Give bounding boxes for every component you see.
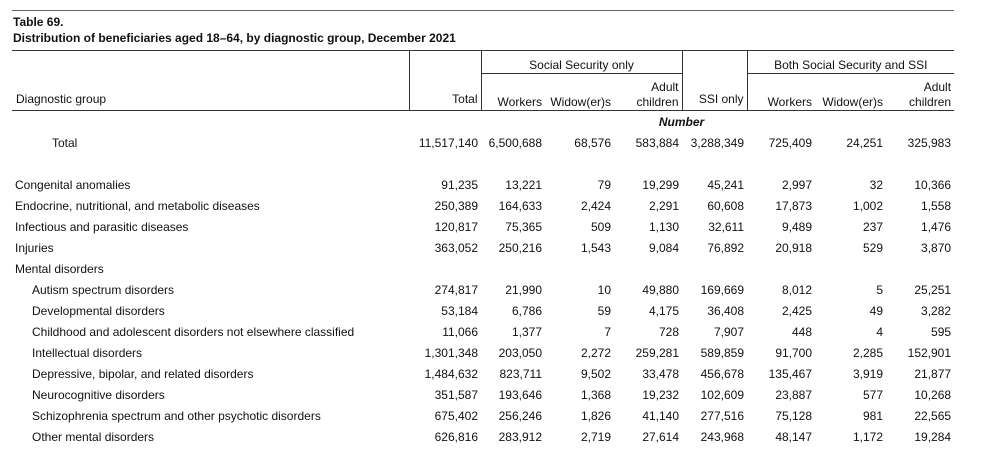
cell-value: 32,611 [708, 219, 745, 234]
table-row [12, 384, 954, 405]
cell-value: 164,633 [498, 198, 542, 213]
cell-value: 2,291 [648, 198, 680, 213]
column-header-both-workers [747, 74, 815, 111]
cell-value: 36,408 [707, 303, 745, 318]
cell-value: 2,285 [852, 345, 884, 360]
cell-value: 823,711 [499, 366, 542, 381]
cell-value: 45,241 [707, 177, 745, 192]
row-label: Neurocognitive disorders [32, 387, 165, 402]
cell-value: 21,990 [505, 282, 542, 297]
cell-value: 1,476 [921, 219, 952, 234]
cell-value: 21,877 [914, 366, 952, 381]
cell-value: 626,816 [434, 429, 478, 444]
cell-value: 728 [658, 324, 680, 339]
table-row [12, 195, 954, 216]
cell-value: 17,873 [775, 198, 813, 213]
cell-value: 577 [862, 387, 884, 402]
cell-value: 20,918 [775, 240, 813, 255]
table-row [12, 216, 954, 237]
cell-value: 1,301,348 [424, 345, 478, 360]
cell-value: 6,786 [511, 303, 542, 318]
column-header-both-widowers [815, 74, 886, 111]
cell-value: 325,983 [907, 135, 952, 150]
row-label: Mental disorders [15, 261, 104, 276]
cell-value: 76,892 [707, 240, 745, 255]
cell-value: 1,558 [921, 198, 952, 213]
cell-value: 529 [862, 240, 884, 255]
header-row-groups [12, 51, 954, 74]
cell-value: 1,172 [852, 429, 884, 444]
cell-value: 23,887 [775, 387, 813, 402]
cell-value: 9,502 [580, 366, 611, 381]
column-header-total: Total [409, 51, 481, 111]
row-label: Endocrine, nutritional, and metabolic diseases [15, 198, 260, 213]
cell-value: 2,425 [781, 303, 813, 318]
cell-value: 120,817 [434, 219, 478, 234]
column-group-both-ss-and-ssi: Both Social Security and SSI [747, 51, 954, 74]
cell-value: 19,299 [642, 177, 680, 192]
row-label: Other mental disorders [32, 429, 155, 444]
cell-value: 152,901 [907, 345, 952, 360]
cell-value: 8,012 [781, 282, 813, 297]
cell-value: 41,140 [642, 408, 680, 423]
row-label: Congenital anomalies [15, 177, 131, 192]
table-number: Table 69. [13, 15, 64, 29]
cell-value: 1,543 [580, 240, 611, 255]
table-row [12, 279, 954, 300]
cell-value [886, 258, 954, 279]
cell-value: 1,826 [580, 408, 611, 423]
cell-value: 237 [862, 219, 884, 234]
spacer-row [12, 153, 954, 174]
cell-value [682, 258, 747, 279]
cell-value: 283,912 [498, 429, 542, 444]
cell-value: 10,366 [914, 177, 952, 192]
cell-value: 27,614 [642, 429, 680, 444]
both-workers-label: Workers [767, 95, 813, 109]
cell-value: 33,478 [642, 366, 680, 381]
data-table [12, 50, 954, 447]
cell-value: 2,272 [580, 345, 611, 360]
cell-value: 509 [590, 219, 611, 234]
cell-value: 1,368 [580, 387, 611, 402]
table-row [12, 258, 954, 279]
column-group-social-security-only: Social Security only [481, 51, 682, 74]
cell-value: 9,084 [648, 240, 680, 255]
cell-value: 48,147 [775, 429, 813, 444]
cell-value: 583,884 [635, 135, 680, 150]
cell-value: 75,365 [505, 219, 542, 234]
table-row [12, 174, 954, 195]
table-row [12, 300, 954, 321]
both-adult-children-line2: children [909, 95, 952, 109]
cell-value: 193,646 [498, 387, 542, 402]
cell-value: 3,870 [921, 240, 952, 255]
cell-value: 19,284 [914, 429, 952, 444]
ss-widowers-label: Widow(er)s [550, 95, 611, 109]
cell-value: 456,678 [700, 366, 745, 381]
row-label: Developmental disorders [32, 303, 165, 318]
cell-value: 22,565 [914, 408, 952, 423]
cell-value: 6,500,688 [488, 135, 542, 150]
cell-value: 7,907 [713, 324, 745, 339]
row-label: Infectious and parasitic diseases [15, 219, 189, 234]
cell-value: 11,517,140 [418, 135, 478, 150]
cell-value: 1,002 [852, 198, 884, 213]
table-title: Distribution of beneficiaries aged 18–64, by diagnostic group, December 2021 [13, 31, 456, 45]
column-header-diagnostic-group: Diagnostic group [12, 51, 409, 111]
column-header-ss-widowers [545, 74, 614, 111]
row-label: Schizophrenia spectrum and other psychotic disorders [32, 408, 321, 423]
cell-value: 25,251 [914, 282, 952, 297]
cell-value: 60,608 [707, 198, 745, 213]
cell-value: 53,184 [441, 303, 478, 318]
table-row [12, 363, 954, 384]
column-header-both-adult-children [886, 74, 954, 111]
both-widowers-label: Widow(er)s [822, 95, 884, 109]
cell-value: 13,221 [505, 177, 542, 192]
cell-value: 256,246 [498, 408, 542, 423]
cell-value: 49 [869, 303, 884, 318]
row-label: Depressive, bipolar, and related disorders [32, 366, 254, 381]
cell-value [815, 258, 886, 279]
cell-value: 5 [876, 282, 884, 297]
cell-value: 3,288,349 [690, 135, 745, 150]
cell-value [409, 258, 481, 279]
table-row [12, 426, 954, 447]
row-label: Total [52, 135, 78, 150]
cell-value: 277,516 [700, 408, 745, 423]
ss-adult-children-line1: Adult [651, 80, 679, 94]
cell-value: 1,130 [648, 219, 680, 234]
cell-value: 2,424 [580, 198, 611, 213]
row-label: Injuries [15, 240, 54, 255]
row-label: Autism spectrum disorders [32, 282, 175, 297]
cell-value: 75,128 [775, 408, 813, 423]
cell-value: 250,389 [434, 198, 478, 213]
cell-value: 10 [597, 282, 611, 297]
cell-value: 595 [931, 324, 952, 339]
cell-value [545, 258, 614, 279]
cell-value: 4 [876, 324, 884, 339]
cell-value: 1,484,632 [424, 366, 478, 381]
cell-value: 3,282 [921, 303, 952, 318]
cell-value: 2,997 [781, 177, 813, 192]
row-label: Childhood and adolescent disorders not elsewhere classified [32, 324, 355, 339]
cell-value: 1,377 [511, 324, 542, 339]
cell-value: 135,467 [768, 366, 813, 381]
cell-value: 59 [597, 303, 611, 318]
cell-value: 2,719 [580, 429, 611, 444]
cell-value: 4,175 [648, 303, 680, 318]
cell-value: 68,576 [574, 135, 611, 150]
column-header-ssi-only: SSI only [682, 51, 747, 111]
cell-value [614, 258, 682, 279]
top-rule [12, 10, 954, 11]
cell-value: 9,489 [781, 219, 813, 234]
units-row [12, 111, 954, 133]
table-row [12, 321, 954, 342]
total-row [12, 132, 954, 153]
cell-value [481, 258, 545, 279]
table-row [12, 342, 954, 363]
row-label: Intellectual disorders [32, 345, 143, 360]
cell-value: 363,052 [434, 240, 478, 255]
cell-value: 725,409 [768, 135, 813, 150]
cell-value: 250,216 [498, 240, 542, 255]
cell-value: 259,281 [635, 345, 680, 360]
cell-value: 448 [791, 324, 813, 339]
cell-value: 19,232 [642, 387, 680, 402]
cell-value: 3,919 [852, 366, 884, 381]
cell-value: 91,700 [775, 345, 813, 360]
cell-value: 981 [862, 408, 884, 423]
cell-value: 203,050 [498, 345, 542, 360]
table-row [12, 405, 954, 426]
cell-value [747, 258, 815, 279]
table-row [12, 237, 954, 258]
cell-value: 11,066 [442, 324, 478, 339]
ss-adult-children-line2: children [636, 95, 679, 109]
cell-value: 32 [869, 177, 884, 192]
cell-value: 243,968 [700, 429, 745, 444]
column-header-ss-adult-children [614, 74, 682, 111]
column-header-ss-workers [481, 74, 545, 111]
cell-value: 79 [597, 177, 611, 192]
table-body [12, 111, 954, 448]
cell-value: 274,817 [434, 282, 478, 297]
cell-value: 589,859 [700, 345, 745, 360]
cell-value: 24,251 [846, 135, 884, 150]
ss-workers-label: Workers [497, 95, 542, 109]
cell-value: 102,609 [700, 387, 745, 402]
units-label: Number [658, 114, 705, 129]
cell-value: 91,235 [441, 177, 478, 192]
cell-value: 49,880 [642, 282, 680, 297]
cell-value: 675,402 [434, 408, 478, 423]
cell-value: 10,268 [914, 387, 952, 402]
cell-value: 169,669 [700, 282, 745, 297]
both-adult-children-line1: Adult [923, 80, 952, 94]
cell-value: 351,587 [434, 387, 478, 402]
cell-value: 7 [604, 324, 611, 339]
